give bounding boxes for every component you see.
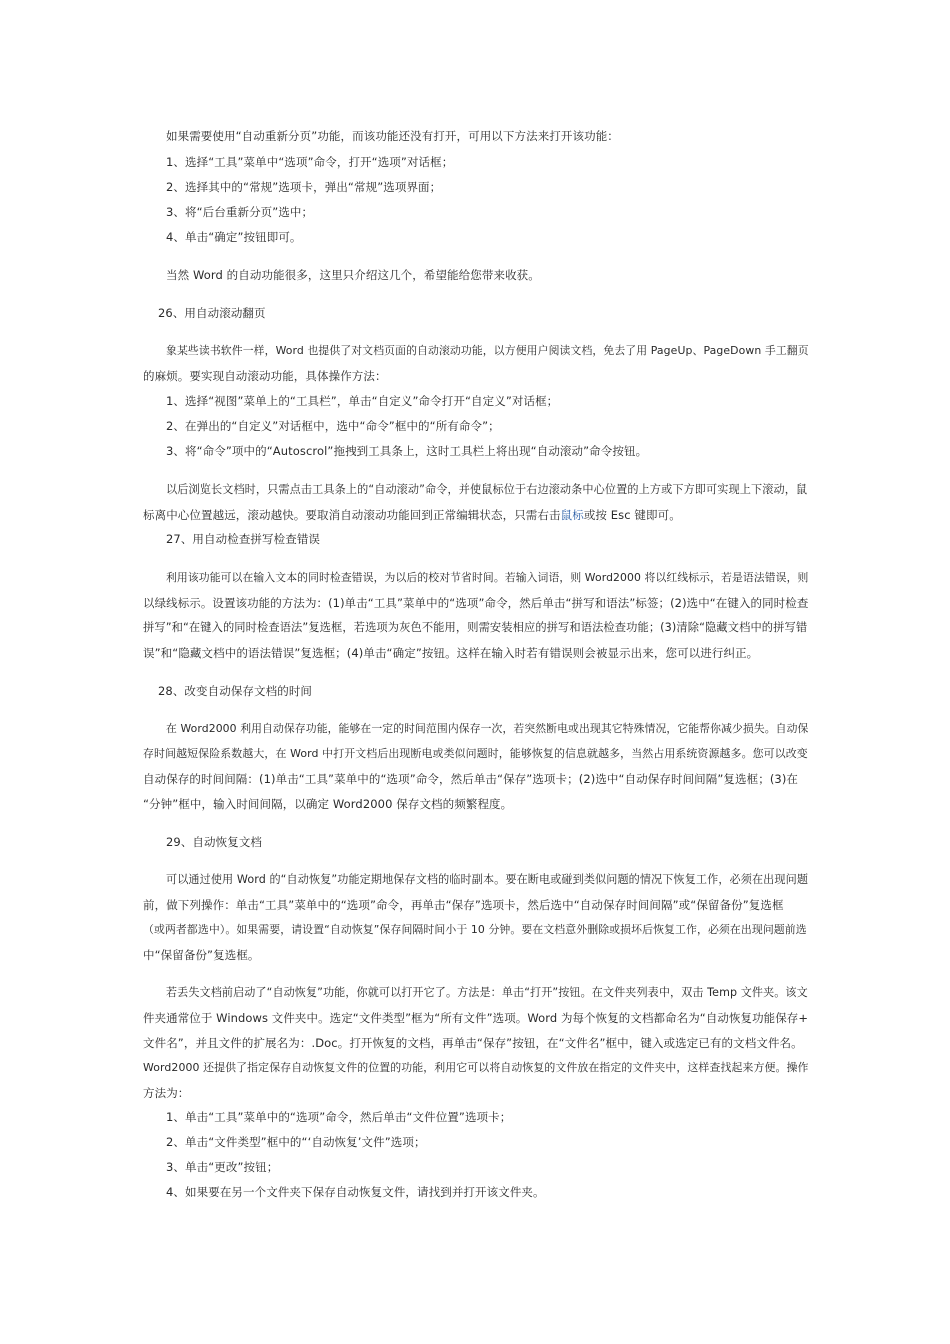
section-29-step-4: 4、如果要在另一个文件夹下保存自动恢复文件，请找到并打开该文件夹。 [166,1185,545,1199]
section-28-paragraph-line: 自动保存的时间间隔：(1)单击“工具”菜单中的“选项”命令，然后单击“保存”选项卡；(2)选中“自动保存时间间隔”复选框；(3)在 [143,772,799,786]
section-29-step-1: 1、单击“工具”菜单中的“选项”命令，然后单击“文件位置”选项卡； [166,1110,512,1124]
section-27-paragraph-line: 拼写”和“在键入的同时检查语法”复选框，若选项为灰色不能用，则需安装相应的拼写和语法检查功能；(3)清除“隐藏文档中的拼写错 [143,621,808,634]
section-29-heading: 29、自动恢复文档 [166,835,263,849]
section-27-paragraph-line: 利用该功能可以在输入文本的同时检查错误，为以后的校对节省时间。若输入词语，则 Word2000 将以红线标示，若是语法错误，则 [166,571,809,584]
intro-closing: 当然 Word 的自动功能很多，这里只介绍这几个，希望能给您带来收获。 [166,268,540,282]
mouse-link[interactable]: 鼠标 [560,508,584,522]
intro-paragraph: 如果需要使用“自动重新分页”功能，而该功能还没有打开，可用以下方法来打开该功能： [166,129,619,143]
section-26-step-2: 2、在弹出的“自定义”对话框中，选中“命令”框中的“所有命令”； [166,419,500,433]
section-26-heading: 26、用自动滚动翻页 [158,306,266,320]
section-26-paragraph-line [143,507,681,523]
section-28-paragraph-line: 在 Word2000 利用自动保存功能，能够在一定的时间范围内保存一次，若突然断电或出现其它特殊情况，它能帮你减少损失。自动保 [166,722,809,735]
section-27-paragraph-line: 以绿线标示。设置该功能的方法为：(1)单击“工具”菜单中的“选项”命令，然后单击“拼写和语法”标签；(2)选中“在键入的同时检查 [143,596,809,610]
section-28-heading: 28、改变自动保存文档的时间 [158,684,313,698]
section-27-paragraph-line: 误”和“隐藏文档中的语法错误”复选框；(4)单击“确定”按钮。这样在输入时若有错误则会被显示出来，您可以进行纠正。 [143,646,759,660]
section-29-paragraph-line: 文件名”，并且文件的扩展名为：.Doc。打开恢复的文档，再单击“保存”按钮，在“文件名”框中，键入或选定已有的文档文件名。 [143,1036,803,1050]
section-29-paragraph-line: 件夹通常位于 Windows 文件夹中。选定“文件类型”框为“所有文件”选项。Word 为每个恢复的文档都命名为“自动恢复功能保存+ [143,1011,809,1025]
intro-step-2: 2、选择其中的“常规”选项卡，弹出“常规”选项界面； [166,180,442,194]
section-26-paragraph-line: 的麻烦。要实现自动滚动功能，具体操作方法： [143,369,387,383]
section-27-heading: 27、用自动检查拼写检查错误 [166,532,321,546]
section-26-step-3: 3、将“命令”项中的“Autoscrol”拖拽到工具条上，这时工具栏上将出现“自动滚动”命令按钮。 [166,444,648,458]
section-26-step-1: 1、选择“视图”菜单上的“工具栏”，单击“自定义”命令打开“自定义”对话框； [166,394,559,408]
section-29-paragraph-line: 中“保留备份”复选框。 [143,948,260,962]
intro-step-1: 1、选择“工具”菜单中“选项”命令，打开“选项”对话框； [166,155,454,169]
section-26-paragraph-line: 象某些读书软件一样，Word 也提供了对文档页面的自动滚动功能，以方便用户阅读文档，免去了用 PageUp、PageDown 手工翻页 [166,344,809,357]
section-28-paragraph-line: 存时间越短保险系数越大，在 Word 中打开文档后出现断电或类似问题时，能够恢复的信息就越多，当然占用系统资源越多。您可以改变 [143,747,808,760]
section-29-step-2: 2、单击“文件类型”框中的“‘自动恢复’文件”选项； [166,1135,426,1149]
section-29-step-3: 3、单击“更改”按钮； [166,1160,279,1174]
section-29-paragraph-line: 前，做下列操作：单击“工具”菜单中的“选项”命令，再单击“保存”选项卡，然后选中“自动保存时间间隔”或“保留备份”复选框 [143,898,784,912]
section-29-paragraph-line: 若丢失文档前启动了“自动恢复”功能，你就可以打开它了。方法是：单击“打开”按钮。在文件夹列表中，双击 Temp 文件夹。该文 [166,986,808,999]
section-29-paragraph-line: 可以通过使用 Word 的“自动恢复”功能定期地保存文档的临时副本。要在断电或碰到类似问题的情况下恢复工作，必须在出现问题 [166,873,809,886]
intro-step-3: 3、将“后台重新分页”选中； [166,205,314,219]
paragraph-text: 或按 Esc 键即可。 [583,508,681,522]
section-28-paragraph-line: “分钟”框中，输入时间间隔，以确定 Word2000 保存文档的频繁程度。 [143,797,513,811]
section-26-paragraph-line: 以后浏览长文档时，只需点击工具条上的“自动滚动”命令，并使鼠标位于右边滚动条中心位置的上方或下方即可实现上下滚动，鼠 [166,483,808,496]
section-29-paragraph-line: 方法为： [143,1086,190,1100]
section-29-paragraph-line: Word2000 还提供了指定保存自动恢复文件的位置的功能，利用它可以将自动恢复的文件放在指定的文件夹中，这样查找起来方便。操作 [143,1061,809,1074]
section-29-paragraph-line: （或两者都选中）。如果需要，请设置“自动恢复”保存间隔时间小于 10 分钟。要在文档意外删除或损坏后恢复工作，必须在出现问题前选 [143,923,807,936]
intro-step-4: 4、单击“确定”按钮即可。 [166,230,302,244]
paragraph-text: 标离中心位置越远，滚动越快。要取消自动滚动功能回到正常编辑状态，只需右击 [143,508,561,522]
